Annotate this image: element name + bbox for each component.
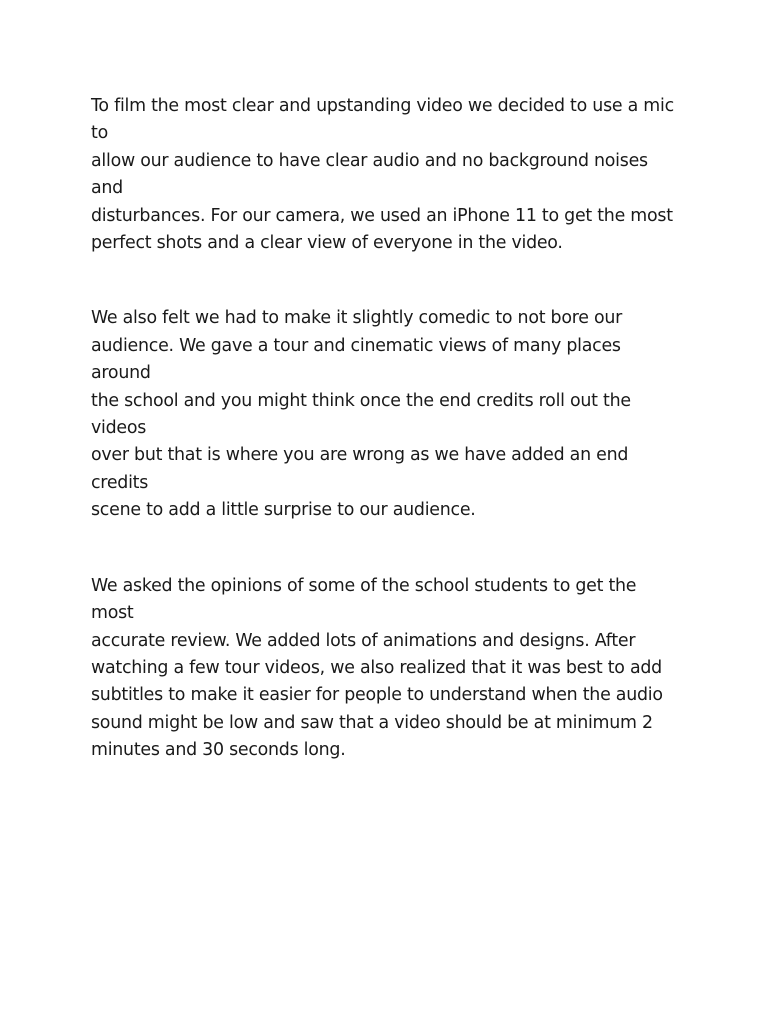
document-body [91, 93, 681, 765]
paragraph-1: To film the most clear and upstanding video we decided to use a mic to allow our audience to have clear audio and no background noises and disturbances. For our camera, we used an iPhone 11 to get the most perfect shots and a clear view of everyone in the video. [91, 96, 674, 254]
paragraph-2: We also felt we had to make it slightly comedic to not bore our audience. We gave a tour and cinematic views of many places around the school and you might think once the end credits roll out the videos over but that is where you are wrong as we have added an end credits scene to add a little surprise to our audience. [91, 308, 631, 521]
paragraph-3: We asked the opinions of some of the school students to get the most accurate review. We added lots of animations and designs. After watching a few tour videos, we also realized that it was best to add subtitles to make it easier for people to understand when the audio sound might be low and saw that a video should be at minimum 2 minutes and 30 seconds long. [91, 575, 663, 761]
